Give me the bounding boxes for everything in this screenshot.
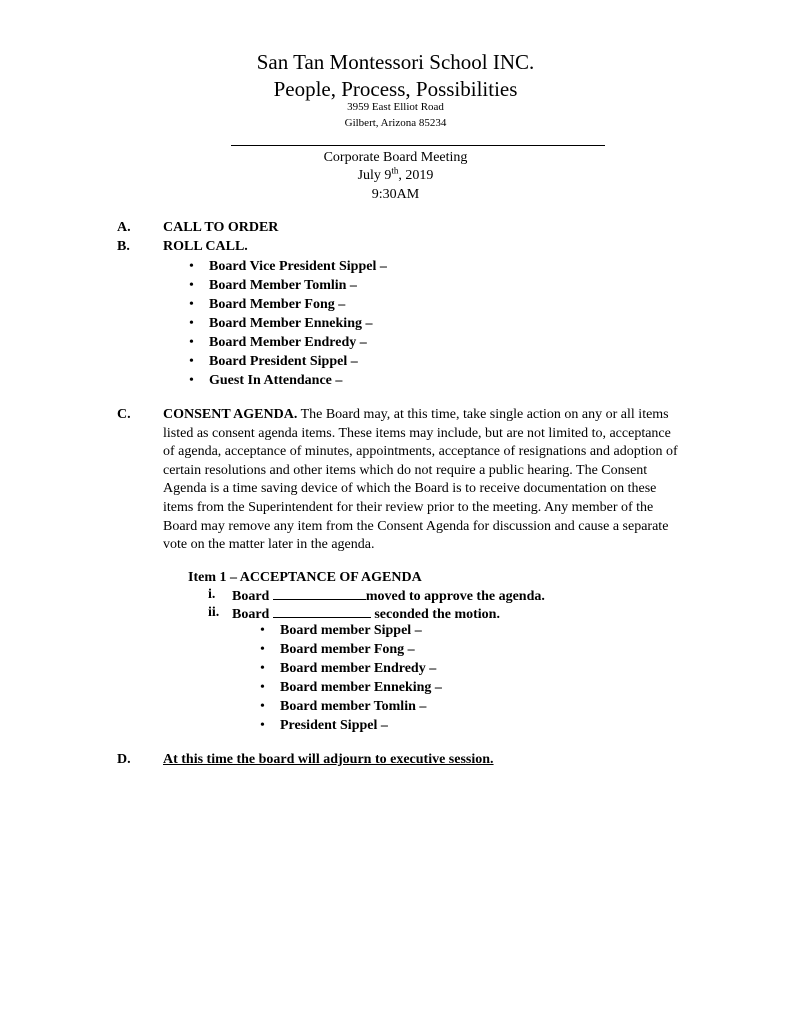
bullet-icon — [260, 698, 265, 716]
bullet-icon — [260, 717, 265, 735]
second-text — [232, 604, 500, 624]
vote-item: Board member Tomlin – — [280, 699, 427, 714]
paragraph-line — [163, 406, 767, 425]
second-number: ii. — [208, 605, 220, 620]
roll-call-item: Board Member Enneking – — [209, 316, 373, 331]
vote-item: Board member Sippel – — [280, 623, 422, 638]
paragraph-text: The Board may, at this time, take single action on any or all items — [297, 407, 669, 422]
vote-item: Board member Endredy – — [280, 661, 437, 676]
list-item — [209, 296, 387, 315]
list-item — [209, 372, 387, 391]
blank-field[interactable] — [273, 604, 371, 618]
bullet-icon — [189, 334, 194, 352]
list-item — [209, 258, 387, 277]
second-label: Board — [232, 607, 270, 622]
meeting-date-prefix: July 9 — [357, 168, 392, 183]
section-d-letter: D. — [117, 752, 131, 767]
roll-call-item: Board Member Tomlin – — [209, 278, 357, 293]
paragraph-line: of agenda, acceptance of minutes, appointments, acceptance of resignations and adoption of — [163, 444, 678, 460]
second-after-text: seconded the motion. — [370, 607, 500, 622]
vote-item: Board member Fong – — [280, 642, 415, 657]
motion-label: Board — [232, 589, 270, 604]
section-a-letter: A. — [117, 220, 131, 235]
paragraph-line: Board may remove any item from the Consent Agenda for discussion and cause a separate — [163, 518, 669, 534]
list-item — [280, 717, 442, 736]
vote-item: Board member Enneking – — [280, 680, 442, 695]
list-item — [280, 698, 442, 717]
roll-call-item: Board Member Fong – — [209, 297, 346, 312]
header-divider — [231, 145, 605, 146]
bullet-icon — [189, 277, 194, 295]
bullet-icon — [189, 353, 194, 371]
motion-text — [232, 586, 545, 606]
roll-call-item: Board President Sippel – — [209, 354, 358, 369]
bullet-icon — [260, 660, 265, 678]
item-1-title: Item 1 – ACCEPTANCE OF AGENDA — [188, 570, 422, 585]
meeting-date-year: , 2019 — [398, 168, 434, 183]
vote-list — [280, 622, 442, 736]
roll-call-list — [209, 258, 387, 391]
consent-agenda-heading: CONSENT AGENDA. — [163, 407, 298, 422]
paragraph-line: Agenda is a time saving device of which the Board is to receive documentation on these — [163, 481, 657, 497]
meeting-date-suffix: th — [391, 165, 399, 176]
motion-after-text: moved to approve the agenda. — [365, 589, 545, 604]
bullet-icon — [189, 315, 194, 333]
bullet-icon — [189, 372, 194, 390]
motion-number: i. — [208, 587, 216, 602]
paragraph-line: items from the Superintendent for their review prior to the meeting. Any member of the — [163, 499, 654, 515]
address-line-2: Gilbert, Arizona 85234 — [344, 117, 447, 129]
paragraph-line: certain resolutions and other items which do not require a public hearing. The Consent — [163, 462, 648, 478]
roll-call-item: Board Member Endredy – — [209, 335, 367, 350]
list-item — [209, 277, 387, 296]
meeting-date — [0, 167, 791, 185]
section-b-title: ROLL CALL. — [163, 239, 248, 254]
list-item — [209, 334, 387, 353]
bullet-icon — [189, 258, 194, 276]
list-item — [209, 353, 387, 372]
list-item — [280, 641, 442, 660]
bullet-icon — [189, 296, 194, 314]
list-item — [280, 622, 442, 641]
school-motto: People, Process, Possibilities — [273, 77, 518, 101]
bullet-icon — [260, 622, 265, 640]
consent-agenda-paragraph — [163, 406, 767, 555]
meeting-time: 9:30AM — [371, 187, 420, 202]
school-name: San Tan Montessori School INC. — [256, 50, 535, 74]
roll-call-item: Board Vice President Sippel – — [209, 259, 387, 274]
adjourn-statement: At this time the board will adjourn to executive session. — [163, 752, 494, 767]
section-b-letter: B. — [117, 239, 130, 254]
bullet-icon — [260, 679, 265, 697]
section-a-title: CALL TO ORDER — [163, 220, 279, 235]
paragraph-line: vote on the matter later in the agenda. — [163, 537, 375, 553]
vote-item: President Sippel – — [280, 718, 388, 733]
meeting-type: Corporate Board Meeting — [323, 150, 468, 165]
list-item — [280, 679, 442, 698]
list-item — [209, 315, 387, 334]
section-c-letter: C. — [117, 407, 131, 422]
paragraph-line: listed as consent agenda items. These items may include, but are not limited to, acceptance — [163, 425, 671, 441]
roll-call-item: Guest In Attendance – — [209, 373, 343, 388]
list-item — [280, 660, 442, 679]
blank-field[interactable] — [273, 586, 366, 600]
address-line-1: 3959 East Elliot Road — [347, 101, 444, 113]
bullet-icon — [260, 641, 265, 659]
